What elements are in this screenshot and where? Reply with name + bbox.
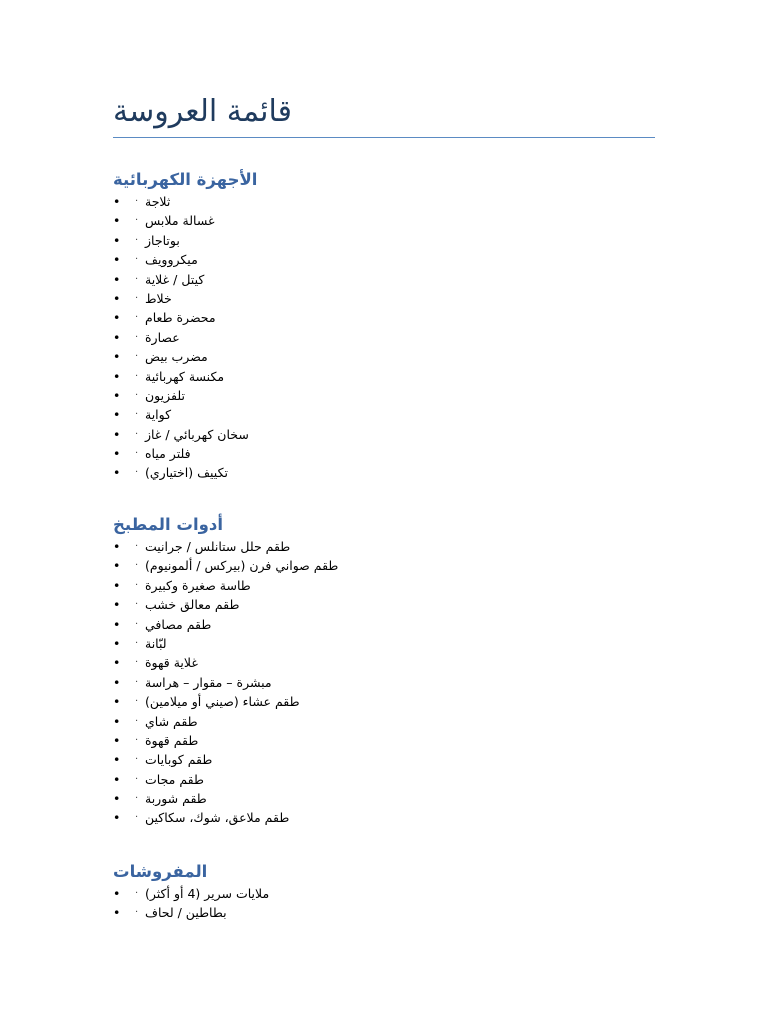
sub-bullet-icon: · — [135, 715, 139, 727]
item-text: ثلاجة — [145, 194, 171, 209]
bullet-icon: • — [113, 810, 121, 826]
item-text: طقم معالق خشب — [145, 597, 240, 613]
bullet-icon: • — [113, 446, 121, 462]
bullet-icon: • — [113, 271, 121, 287]
list-item — [113, 347, 673, 366]
section-furnishings — [113, 860, 673, 923]
list-item — [113, 884, 673, 903]
item-text: ملايات سرير (4 أو أكثر) — [145, 886, 270, 901]
bullet-icon: • — [113, 771, 121, 787]
bullet-icon: • — [113, 713, 121, 729]
list-item — [113, 308, 673, 327]
item-text: بوتاجاز — [145, 232, 180, 248]
sub-bullet-icon: · — [135, 754, 139, 766]
list-item — [113, 250, 673, 269]
bullet-icon: • — [113, 752, 121, 768]
list-item — [113, 405, 673, 424]
section-electrical-appliances — [113, 168, 673, 483]
item-text: طقم صواني فرن (بيركس / ألمونيوم) — [145, 558, 339, 574]
sub-bullet-icon: · — [135, 409, 139, 421]
section-heading: المفروشات — [113, 862, 208, 881]
item-text: كواية — [145, 407, 172, 423]
list-item — [113, 289, 673, 308]
item-text: طقم ملاعق، شوك، سكاكين — [145, 810, 290, 826]
item-text: سخان كهربائي / غاز — [145, 426, 249, 442]
list-item — [113, 789, 673, 808]
bullet-icon: • — [113, 465, 121, 481]
bullet-icon: • — [113, 674, 121, 690]
list-item — [113, 731, 673, 750]
sub-bullet-icon: · — [135, 428, 139, 440]
item-text: عصارة — [145, 329, 180, 345]
bullet-icon: • — [113, 290, 121, 306]
sub-bullet-icon: · — [135, 618, 139, 630]
bullet-icon: • — [113, 732, 121, 748]
item-text: طاسة صغيرة وكبيرة — [145, 577, 251, 593]
list-item — [113, 903, 673, 922]
sub-bullet-icon: · — [135, 467, 139, 479]
item-text: مبشرة – مقوار – هراسة — [145, 674, 272, 690]
item-text: خلاط — [145, 290, 172, 306]
sub-bullet-icon: · — [135, 734, 139, 746]
sub-bullet-icon: · — [135, 773, 139, 785]
list-item — [113, 444, 673, 463]
list-item — [113, 328, 673, 347]
bullet-icon: • — [113, 387, 121, 403]
item-text: كيتل / غلاية — [145, 271, 205, 287]
sub-bullet-icon: · — [135, 560, 139, 572]
item-text: طقم كوبايات — [145, 752, 213, 768]
bullet-icon: • — [113, 616, 121, 632]
list-item — [113, 576, 673, 595]
sub-bullet-icon: · — [135, 215, 139, 227]
document-title: قائمة العروسة — [113, 94, 293, 129]
list-item — [113, 211, 673, 230]
bullet-icon: • — [113, 329, 121, 345]
item-text: لبّانة — [145, 635, 167, 651]
list-item — [113, 270, 673, 289]
item-text: تكييف (اختياري) — [145, 465, 228, 481]
section-heading: أدوات المطبخ — [113, 515, 223, 534]
item-text: مكنسة كهربائية — [145, 368, 225, 384]
item-list — [113, 537, 673, 828]
sub-bullet-icon: · — [135, 541, 139, 552]
sub-bullet-icon: · — [135, 579, 139, 591]
bullet-icon: • — [113, 310, 121, 326]
item-text: طقم مصافي — [145, 616, 212, 632]
list-item — [113, 692, 673, 711]
bullet-icon: • — [113, 194, 121, 209]
item-text: طقم حلل ستانلس / جرانيت — [145, 539, 291, 554]
sub-bullet-icon: · — [135, 351, 139, 363]
list-item — [113, 367, 673, 386]
sub-bullet-icon: · — [135, 888, 139, 899]
item-text: بطاطين / لحاف — [145, 905, 227, 921]
list-item — [113, 537, 673, 556]
list-item — [113, 463, 673, 482]
bullet-icon: • — [113, 426, 121, 442]
bullet-icon: • — [113, 635, 121, 651]
bullet-icon: • — [113, 407, 121, 423]
bullet-icon: • — [113, 252, 121, 268]
sub-bullet-icon: · — [135, 234, 139, 246]
bullet-icon: • — [113, 577, 121, 593]
list-item — [113, 386, 673, 405]
sub-bullet-icon: · — [135, 389, 139, 401]
sub-bullet-icon: · — [135, 812, 139, 824]
section-kitchen-tools — [113, 513, 673, 828]
list-item — [113, 673, 673, 692]
bullet-icon: • — [113, 558, 121, 574]
list-item — [113, 556, 673, 575]
bullet-icon: • — [113, 886, 121, 901]
item-text: طقم شوربة — [145, 791, 207, 807]
sub-bullet-icon: · — [135, 331, 139, 343]
bullet-icon: • — [113, 655, 121, 671]
sub-bullet-icon: · — [135, 637, 139, 649]
list-item — [113, 192, 673, 211]
item-text: غسالة ملابس — [145, 213, 215, 229]
bullet-icon: • — [113, 368, 121, 384]
list-item — [113, 712, 673, 731]
bullet-icon: • — [113, 905, 121, 921]
list-item — [113, 770, 673, 789]
item-text: ميكروويف — [145, 252, 198, 268]
item-text: تلفزيون — [145, 387, 185, 403]
bullet-icon: • — [113, 597, 121, 613]
list-item — [113, 750, 673, 769]
item-text: طقم قهوة — [145, 732, 199, 748]
list-item — [113, 425, 673, 444]
bullet-icon: • — [113, 232, 121, 248]
item-list — [113, 192, 673, 483]
list-item — [113, 595, 673, 614]
bullet-icon: • — [113, 694, 121, 710]
sub-bullet-icon: · — [135, 370, 139, 382]
item-text: فلتر مياه — [145, 446, 191, 462]
sub-bullet-icon: · — [135, 907, 139, 919]
list-item — [113, 231, 673, 250]
bullet-icon: • — [113, 349, 121, 365]
item-text: محضرة طعام — [145, 310, 216, 326]
list-item — [113, 615, 673, 634]
sub-bullet-icon: · — [135, 196, 139, 207]
sub-bullet-icon: · — [135, 448, 139, 460]
sub-bullet-icon: · — [135, 599, 139, 611]
sub-bullet-icon: · — [135, 292, 139, 304]
item-text: طقم مجات — [145, 771, 204, 787]
sub-bullet-icon: · — [135, 676, 139, 688]
title-underline — [113, 137, 655, 138]
sub-bullet-icon: · — [135, 312, 139, 324]
item-text: غلاية قهوة — [145, 655, 198, 671]
sub-bullet-icon: · — [135, 657, 139, 669]
list-item — [113, 634, 673, 653]
sub-bullet-icon: · — [135, 793, 139, 805]
list-item — [113, 808, 673, 827]
list-item — [113, 653, 673, 672]
item-text: طقم شاي — [145, 713, 198, 729]
sub-bullet-icon: · — [135, 254, 139, 266]
bullet-icon: • — [113, 213, 121, 229]
bullet-icon: • — [113, 791, 121, 807]
sub-bullet-icon: · — [135, 696, 139, 708]
bullet-icon: • — [113, 539, 121, 554]
item-text: طقم عشاء (صيني أو ميلامين) — [145, 694, 300, 710]
section-heading: الأجهزة الكهربائية — [113, 170, 258, 189]
item-list — [113, 884, 673, 923]
item-text: مضرب بيض — [145, 349, 208, 365]
sub-bullet-icon: · — [135, 273, 139, 285]
